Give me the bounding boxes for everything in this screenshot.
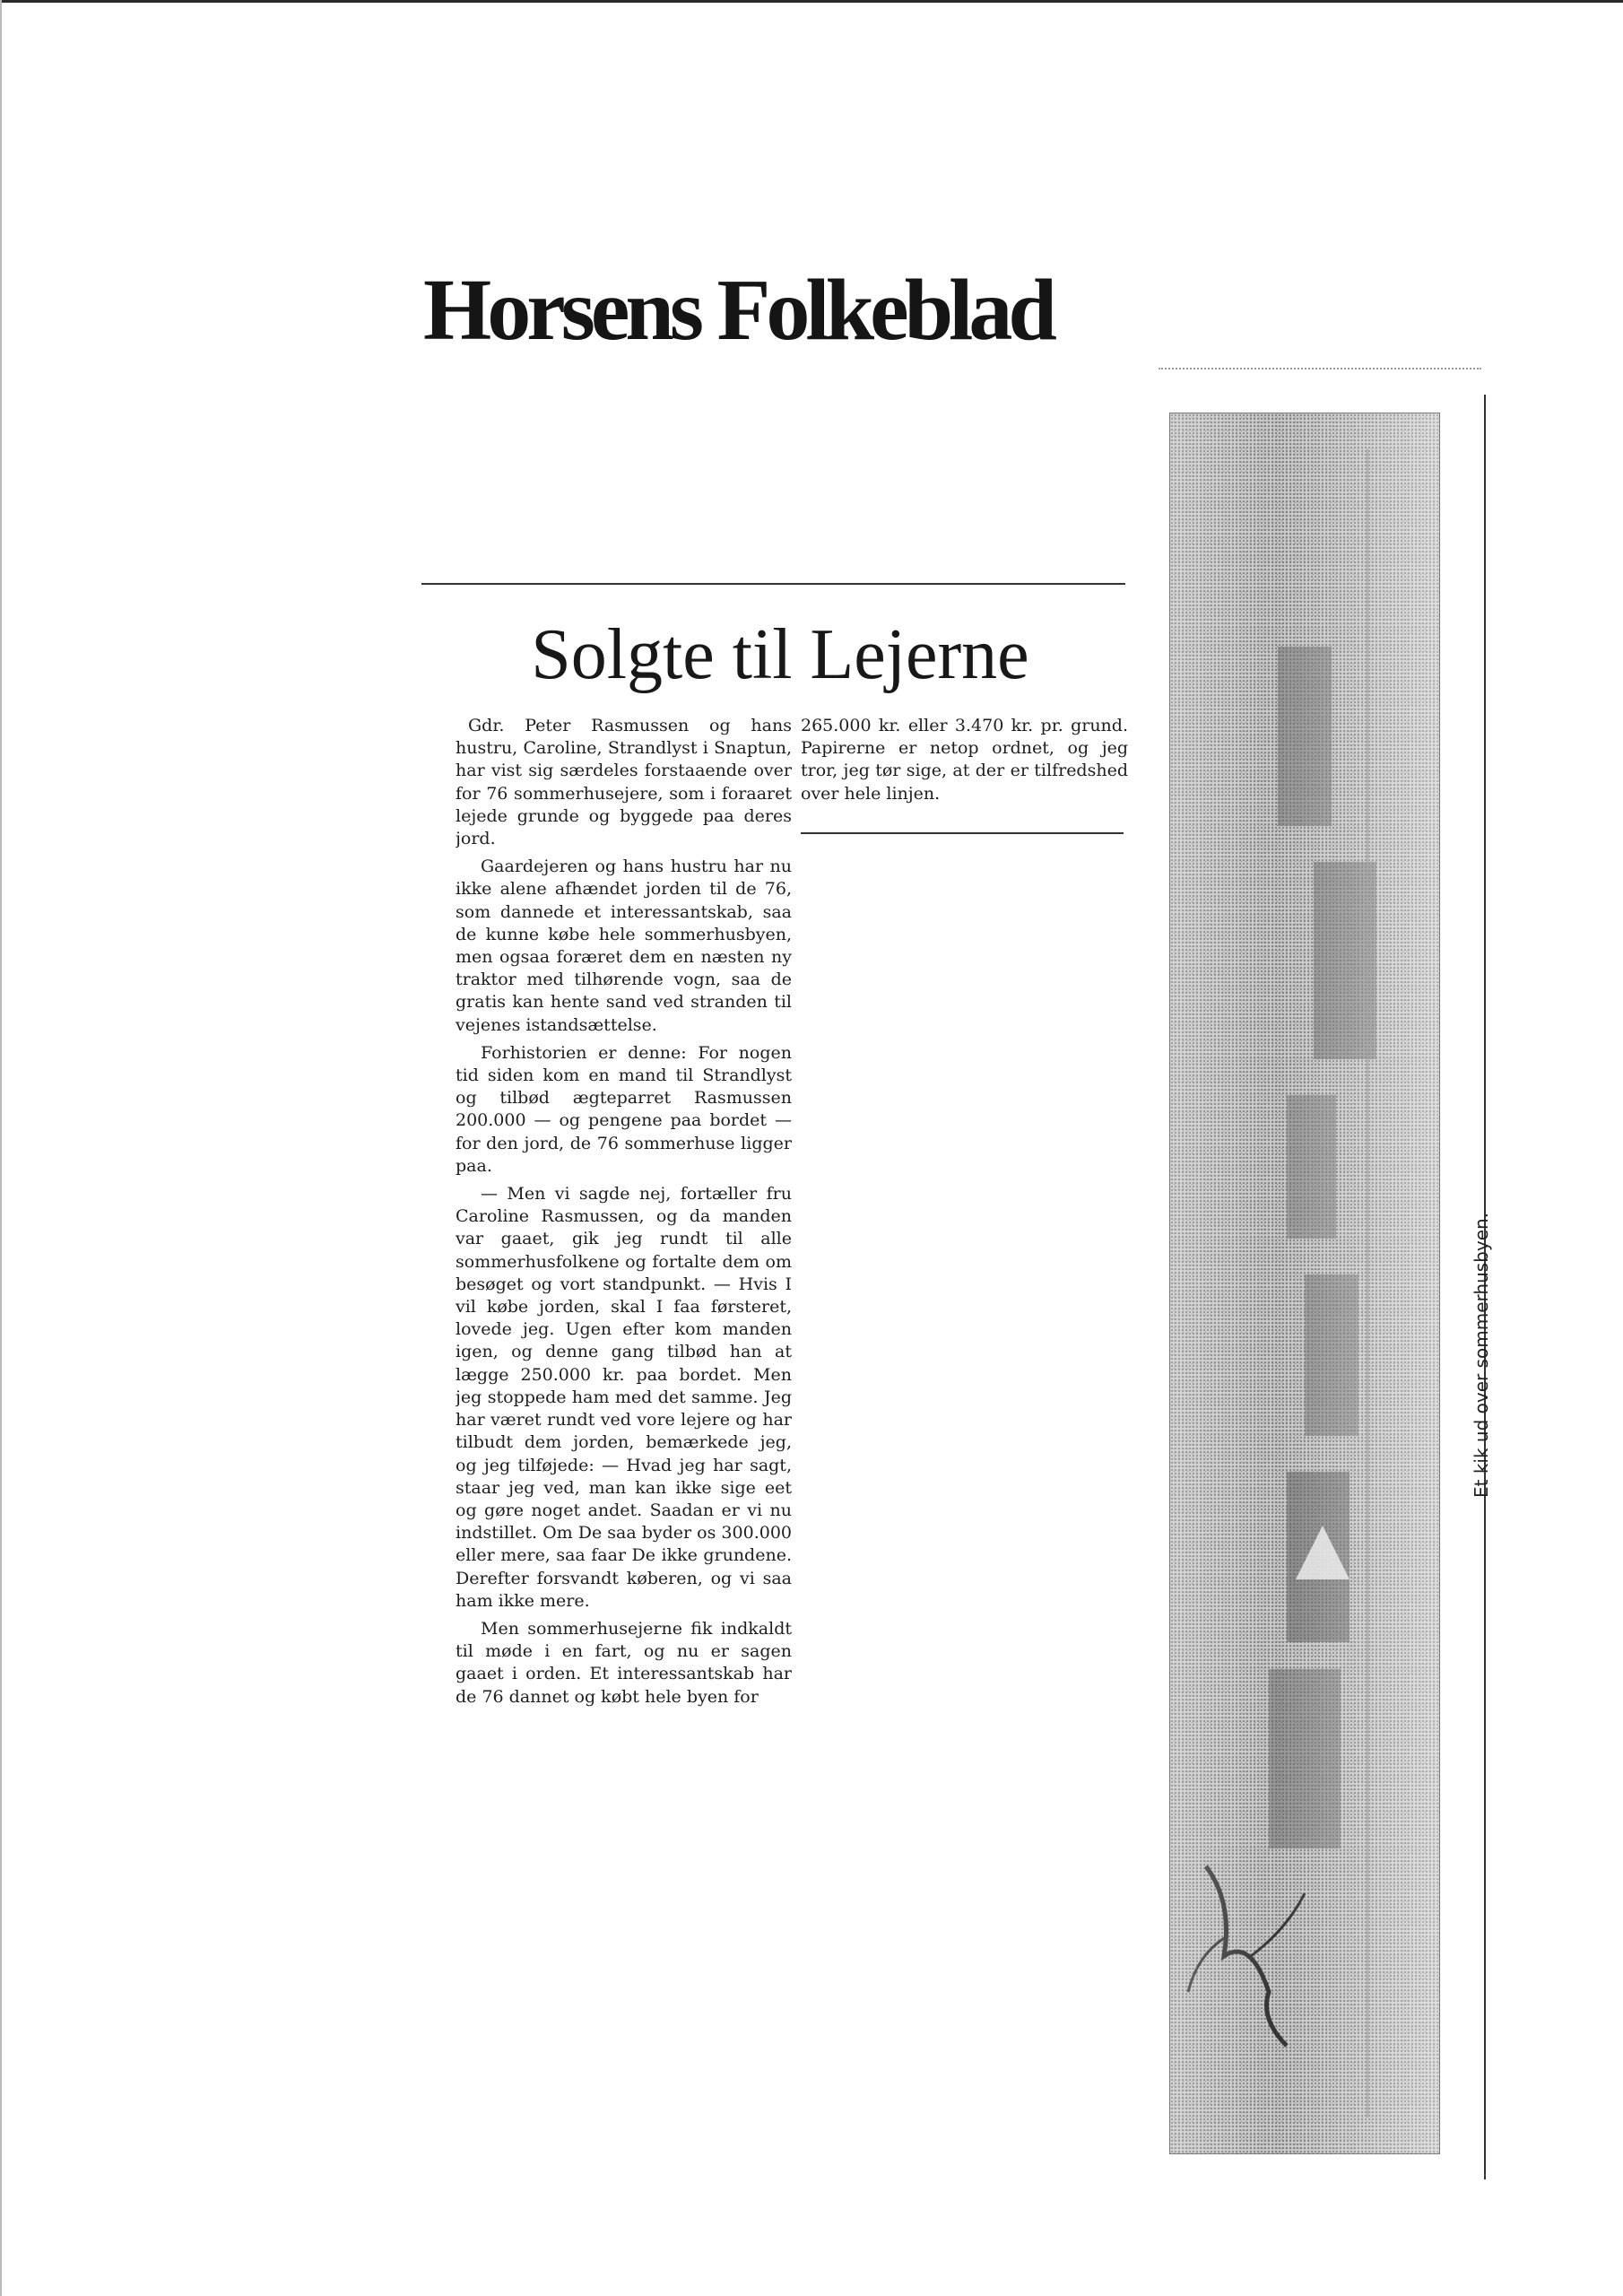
article-paragraph: Gaardejeren og hans hustru har nu ikke alene afhændet jorden til de 76, som dannede et interessantskab, saa de kunne købe hele sommerhusbyen, men ogsaa foræret dem en næsten ny traktor med tilhørende vogn, saa de gratis kan hente sand ved stranden til vejenes istandsættelse. (456, 857, 792, 1035)
article-headline: Solgte til Lejerne (531, 615, 1029, 694)
article-paragraph: 265.000 kr. eller 3.470 kr. pr. grund. Papirerne er netop ordnet, og jeg tror, jeg tør sige, at der er tilfredshed over hele linjen. (801, 716, 1128, 804)
photo-caption: Et kik ud over sommerhusbyen. (1471, 1212, 1492, 1498)
clipping-top-rule (421, 583, 1125, 585)
scan-left-edge (0, 0, 2, 2296)
article-end-rule (801, 832, 1124, 834)
photo-halftone-fade (1170, 413, 1439, 2153)
newspaper-masthead: Horsens Folkeblad (423, 262, 1053, 359)
article-paragraph: — Men vi sagde nej, fortæller fru Caroline Rasmussen, og da manden var gaaet, gik jeg rundt til alle sommerhusfolkene og fortalte dem om besøget og vort standpunkt. — Hvis I vil købe jorden, skal I faa førsteret, lovede jeg. Ugen efter kom manden igen, og denne gang tilbød han at lægge 250.000 kr. paa bordet. Men jeg stoppede ham med det samme. Jeg har været rundt ved vore lejere og har tilbudt dem jorden, bemærkede jeg, og jeg tilføjede: — Hvad jeg har sagt, staar jeg ved, man kan ikke sige eet og gøre noget andet. Saadan er vi nu indstillet. Om De saa byder os 300.000 eller mere, saa faar De ikke grundene. Derefter forsvandt køberen, og vi saa ham ikke mere. (456, 1184, 792, 1611)
photo-frame (1159, 368, 1486, 2161)
article-column-left (456, 715, 792, 1970)
scan-top-edge (0, 0, 1623, 3)
article-paragraph: Forhistorien er denne: For nogen tid siden kom en mand til Strandlyst og tilbød ægteparret Rasmussen 200.000 — og pengene paa bordet — for den jord, de 76 sommerhuse ligger paa. (456, 1042, 792, 1176)
article-paragraph: Men sommerhusejerne fik indkaldt til møde i en fart, og nu er sagen gaaet i orden. Et interessantskab har de 76 dannet og købt hele byen for (456, 1618, 792, 1707)
article-column-right (801, 715, 1128, 811)
photo-top-dotted-rule (1159, 368, 1481, 370)
sommerhusby-photo (1169, 413, 1440, 2154)
article-paragraph: Gdr. Peter Rasmussen og hans hustru, Caroline, Strandlyst i Snaptun, har vist sig særdeles forstaaende over for 76 sommerhusejere, som i foraaret lejede grunde og byggede paa deres jord. (456, 716, 792, 849)
